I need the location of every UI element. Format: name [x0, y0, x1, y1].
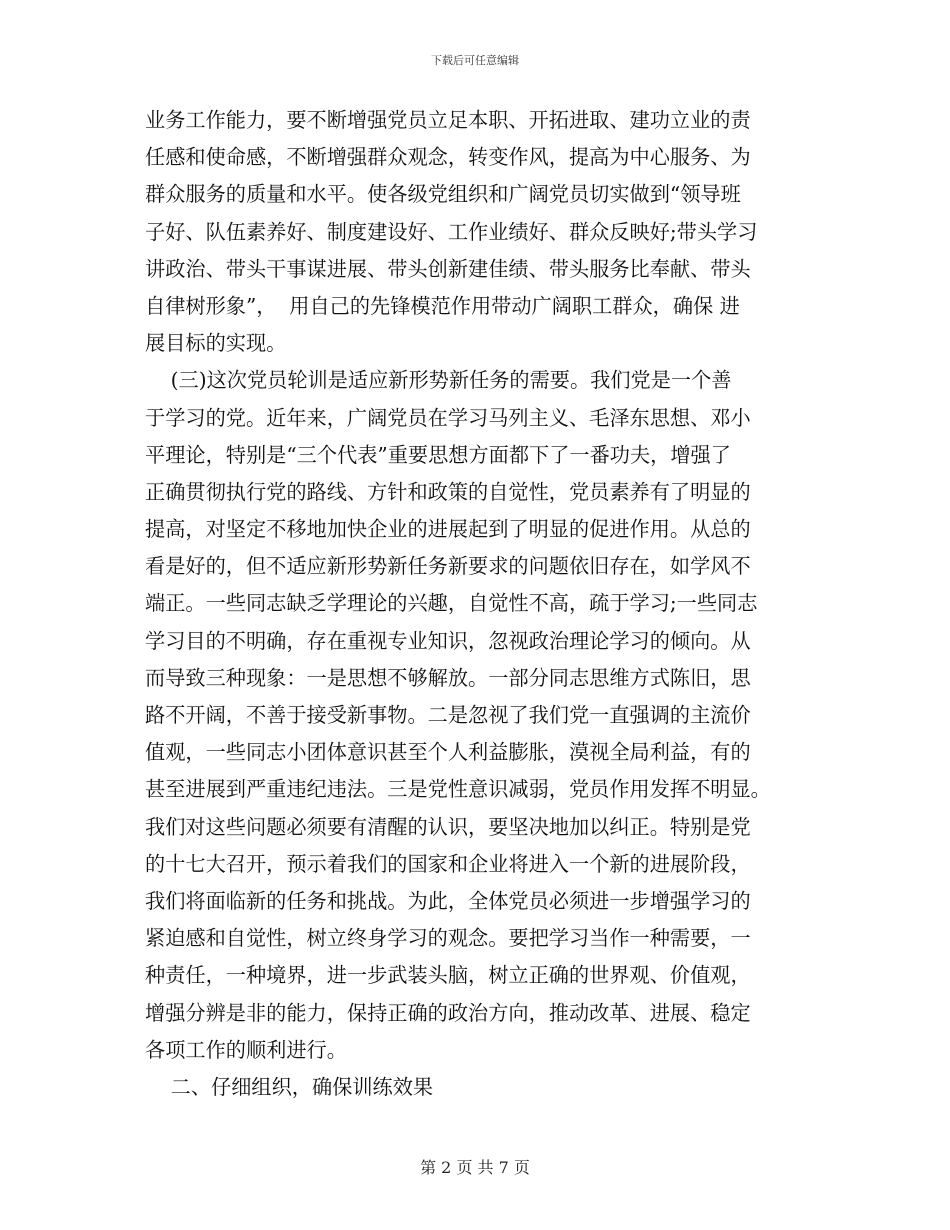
- text-line: 展目标的实现。: [145, 331, 287, 356]
- text-line: 紧迫感和自觉性，树立终身学习的观念。要把学习当作一种需要，一: [145, 926, 751, 951]
- page-header: 下载后可任意编辑: [431, 54, 519, 67]
- text-line: 种责任，一种境界，进一步武装头脑，树立正确的世界观、价值观，: [145, 963, 751, 988]
- text-line: 路不开阔，不善于接受新事物。二是忽视了我们党一直强调的主流价: [145, 703, 751, 727]
- text-line: 自律树形象”， 用自己的先锋模范作用带动广阔职工群众，确保 进: [145, 293, 740, 318]
- text-line: 我们对这些问题必须要有清醒的认识，要坚决地加以纠正。特别是党: [145, 814, 751, 839]
- text-line: 值观，一些同志小团体意识甚至个人利益膨胀，漠视全局利益，有的: [145, 740, 751, 765]
- text-line: (三)这次党员轮训是适应新形势新任务的需要。我们党是一个善: [145, 368, 732, 393]
- text-line: 正确贯彻执行党的路线、方针和政策的自觉性，党员素养有了明显的: [145, 479, 751, 504]
- text-line: 业务工作能力，要不断增强党员立足本职、开拓进取、建功立业的责: [145, 108, 751, 132]
- text-line: 甚至进展到严重违纪违法。三是党性意识减弱，党员作用发挥不明显。: [145, 777, 771, 802]
- text-line: 而导致三种现象：一是思想不够解放。一部分同志思维方式陈旧，思: [145, 665, 751, 690]
- document-body: [145, 102, 810, 1106]
- text-line: 群众服务的质量和水平。使各级党组织和广阔党员切实做到“领导班: [145, 182, 741, 207]
- text-line: 各项工作的顺利进行。: [145, 1037, 347, 1062]
- page-footer-page-number: 第 2 页 共 7 页: [420, 1158, 530, 1177]
- text-line: 子好、队伍素养好、制度建设好、工作业绩好、群众反映好;带头学习: [145, 219, 758, 244]
- text-line: 平理论，特别是“三个代表”重要思想方面都下了一番功夫，增强了: [145, 442, 731, 467]
- text-line: 于学习的党。近年来，广阔党员在学习马列主义、毛泽东思想、邓小: [145, 405, 751, 430]
- section-heading: 二、仔细组织，确保训练效果: [145, 1074, 434, 1099]
- text-line: 看是好的，但不适应新形势新任务新要求的问题依旧存在，如学风不: [145, 554, 751, 579]
- text-line: 我们将面临新的任务和挑战。为此，全体党员必须进一步增强学习的: [145, 888, 751, 913]
- text-line: 的十七大召开，预示着我们的国家和企业将进入一个新的进展阶段，: [145, 851, 751, 876]
- text-line: 端正。一些同志缺乏学理论的兴趣，自觉性不高，疏于学习;一些同志: [145, 591, 758, 616]
- text-line: 增强分辨是非的能力，保持正确的政治方向，推动改革、进展、稳定: [145, 1000, 751, 1025]
- text-line: 学习目的不明确，存在重视专业知识，忽视政治理论学习的倾向。从: [145, 628, 751, 653]
- text-line: 任感和使命感，不断增强群众观念，转变作风，提高为中心服务、为: [145, 145, 751, 170]
- text-line: 讲政治、带头干事谋进展、带头创新建佳绩、带头服务比奉献、带头: [145, 256, 751, 281]
- text-line: 提高，对坚定不移地加快企业的进展起到了明显的促进作用。从总的: [145, 517, 751, 542]
